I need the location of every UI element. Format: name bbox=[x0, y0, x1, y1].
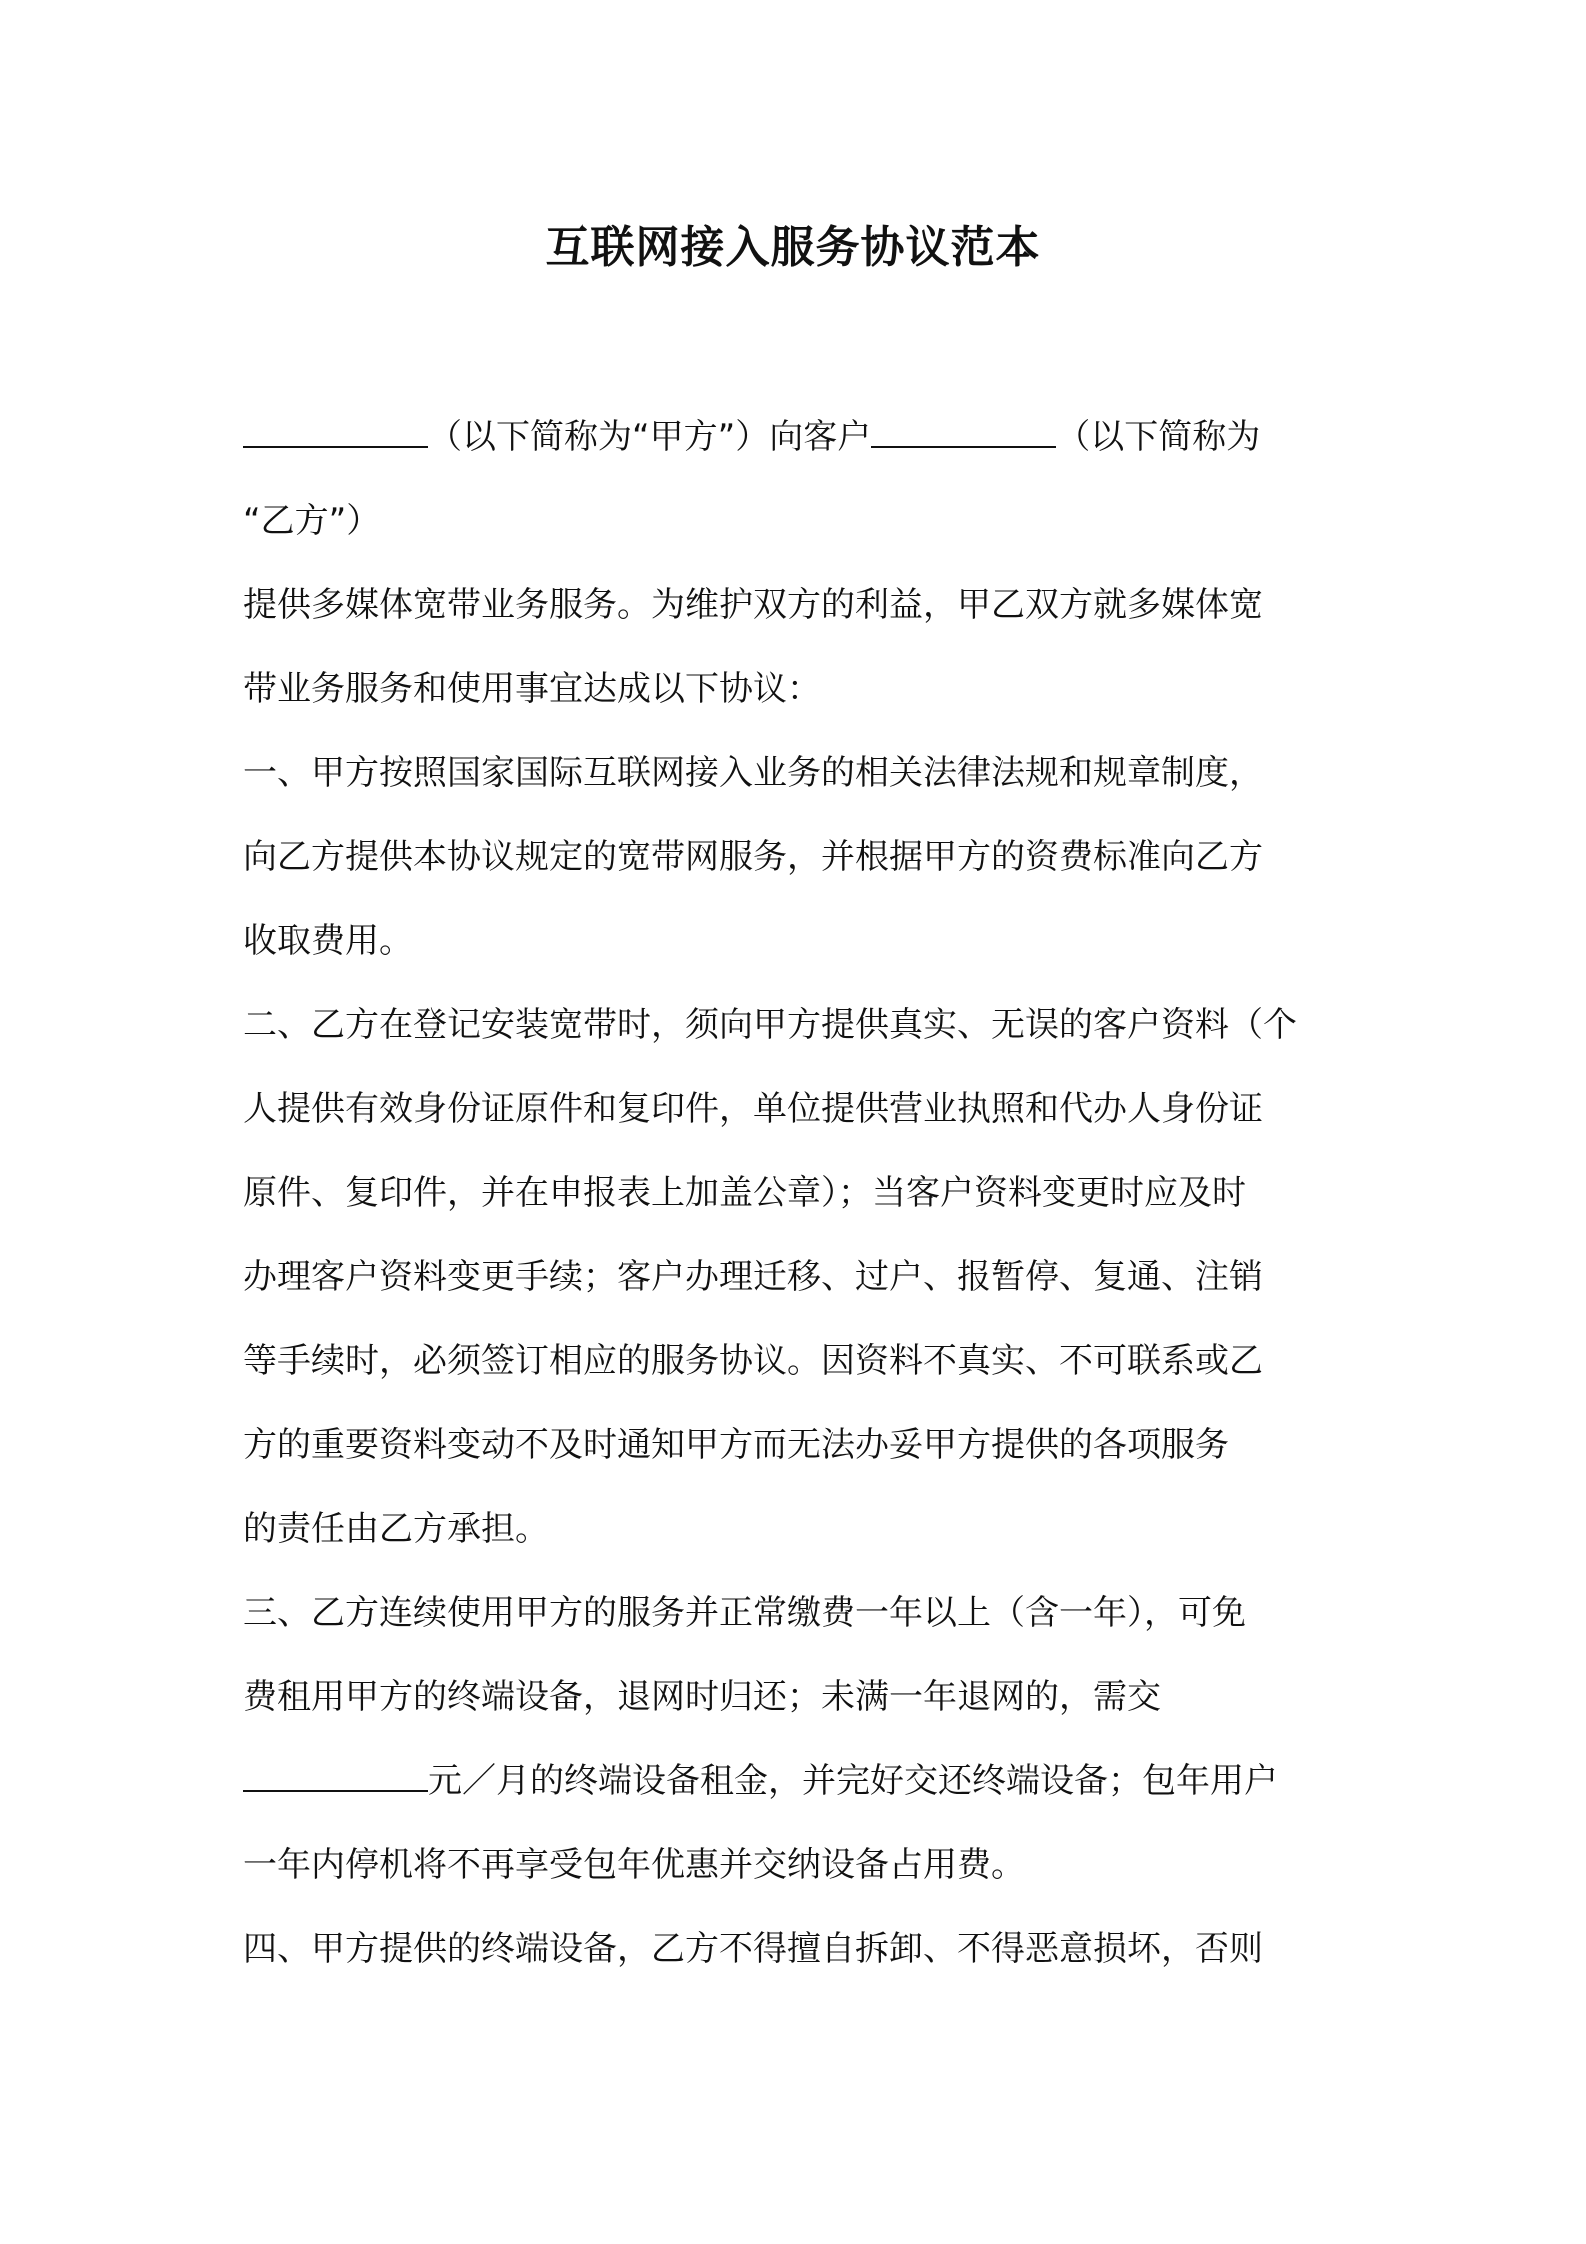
clause-3-line: 三、乙方连续使用甲方的服务并正常缴费一年以上（含一年），可免 bbox=[243, 1593, 1246, 1633]
intro-line-4: 带业务服务和使用事宜达成以下协议： bbox=[243, 669, 821, 709]
clause-2-line: 人提供有效身份证原件和复印件，单位提供营业执照和代办人身份证 bbox=[243, 1089, 1263, 1129]
rent-amount-blank bbox=[243, 1759, 428, 1792]
clause-2-line: 方的重要资料变动不及时通知甲方而无法办妥甲方提供的各项服务 bbox=[243, 1425, 1229, 1465]
clause-2-line: 二、乙方在登记安装宽带时，须向甲方提供真实、无误的客户资料（个 bbox=[243, 1005, 1297, 1045]
clause-2-line: 办理客户资料变更手续；客户办理迁移、过户、报暂停、复通、注销 bbox=[243, 1257, 1263, 1297]
clause-3-line: 费租用甲方的终端设备，退网时归还；未满一年退网的，需交 bbox=[243, 1677, 1161, 1717]
clause-2-line: 等手续时，必须签订相应的服务协议。因资料不真实、不可联系或乙 bbox=[243, 1341, 1263, 1381]
clause-1-line: 一、甲方按照国家国际互联网接入业务的相关法律法规和规章制度， bbox=[243, 753, 1263, 793]
clause-3-line-3-text: 元／月的终端设备租金，并完好交还终端设备；包年用户 bbox=[428, 1761, 1278, 1801]
intro-line-1-end: （以下简称为 bbox=[1056, 417, 1261, 457]
clause-1-line: 收取费用。 bbox=[243, 921, 413, 961]
party-b-blank bbox=[871, 415, 1056, 448]
intro-line-2: “乙方”） bbox=[243, 501, 381, 541]
clause-3-line: 一年内停机将不再享受包年优惠并交纳设备占用费。 bbox=[243, 1845, 1025, 1885]
clause-2-line: 原件、复印件，并在申报表上加盖公章）；当客户资料变更时应及时 bbox=[243, 1173, 1246, 1213]
clause-1-line: 向乙方提供本协议规定的宽带网服务，并根据甲方的资费标准向乙方 bbox=[243, 837, 1263, 877]
intro-line-1 bbox=[243, 412, 1260, 462]
clause-2-line: 的责任由乙方承担。 bbox=[243, 1509, 549, 1549]
intro-line-3: 提供多媒体宽带业务服务。为维护双方的利益，甲乙双方就多媒体宽 bbox=[243, 585, 1263, 625]
party-a-blank bbox=[243, 415, 428, 448]
document-title: 互联网接入服务协议范本 bbox=[545, 222, 1041, 273]
clause-3-line bbox=[243, 1756, 1278, 1806]
intro-line-1-mid: （以下简称为“甲方”）向客户 bbox=[428, 417, 872, 457]
clause-4-line: 四、甲方提供的终端设备，乙方不得擅自拆卸、不得恶意损坏，否则 bbox=[243, 1929, 1263, 1969]
